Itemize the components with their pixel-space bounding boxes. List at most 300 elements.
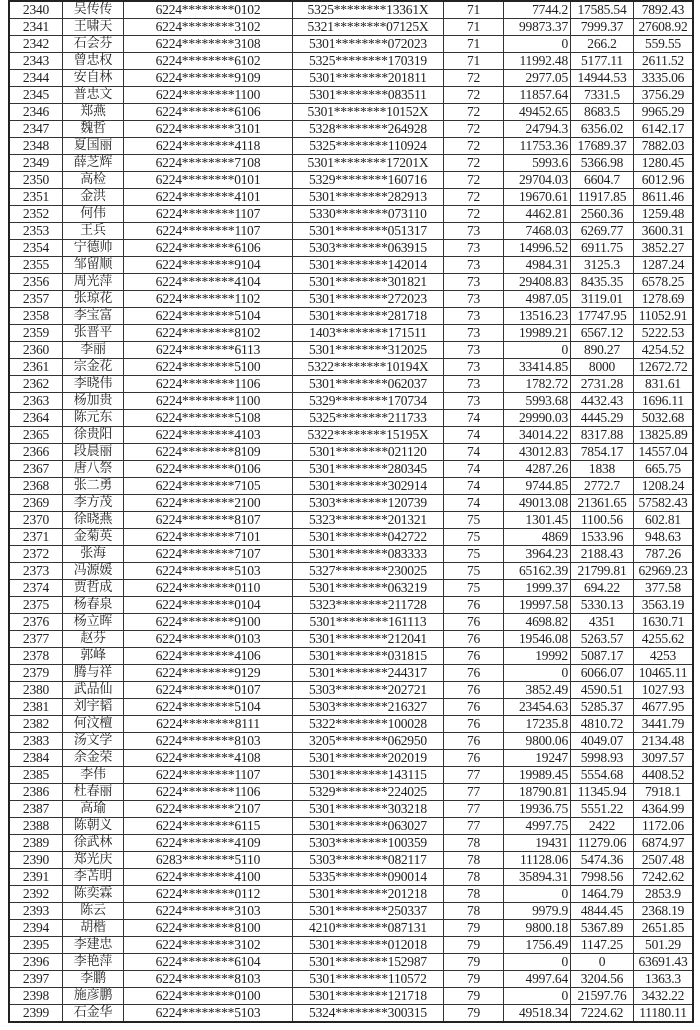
id-number-cell: 5301********083511 [293, 87, 444, 104]
bank-card-number-cell: 6224********4106 [124, 648, 293, 665]
row-number-cell: 2385 [9, 767, 63, 784]
amount-2-cell: 4844.45 [571, 903, 634, 920]
age-cell: 78 [444, 869, 504, 886]
amount-1-cell: 11128.06 [504, 852, 571, 869]
age-cell: 75 [444, 529, 504, 546]
age-cell: 76 [444, 648, 504, 665]
row-number-cell: 2387 [9, 801, 63, 818]
amount-1-cell: 4462.81 [504, 206, 571, 223]
amount-3-cell: 3335.06 [634, 70, 694, 87]
table-row [9, 70, 693, 87]
name-cell: 余金荣 [63, 750, 124, 767]
row-number-cell: 2349 [9, 155, 63, 172]
amount-1-cell: 0 [504, 36, 571, 53]
age-cell: 72 [444, 121, 504, 138]
row-number-cell: 2384 [9, 750, 63, 767]
bank-card-number-cell: 6224********7101 [124, 529, 293, 546]
row-number-cell: 2388 [9, 818, 63, 835]
amount-3-cell: 6142.17 [634, 121, 694, 138]
name-cell: 石金华 [63, 1005, 124, 1023]
row-number-cell: 2366 [9, 444, 63, 461]
amount-2-cell: 5263.57 [571, 631, 634, 648]
age-cell: 76 [444, 614, 504, 631]
table-row [9, 750, 693, 767]
bank-card-number-cell: 6224********0106 [124, 461, 293, 478]
bank-card-number-cell: 6224********5104 [124, 308, 293, 325]
table-row [9, 852, 693, 869]
amount-3-cell: 11180.11 [634, 1005, 694, 1023]
amount-3-cell: 3756.29 [634, 87, 694, 104]
id-number-cell: 5301********282913 [293, 189, 444, 206]
id-number-cell: 5323********201321 [293, 512, 444, 529]
amount-2-cell: 5366.98 [571, 155, 634, 172]
amount-3-cell: 377.58 [634, 580, 694, 597]
amount-2-cell: 5177.11 [571, 53, 634, 70]
bank-card-number-cell: 6224********0102 [124, 1, 293, 19]
table-row [9, 87, 693, 104]
bank-card-number-cell: 6224********6104 [124, 954, 293, 971]
amount-1-cell: 29408.83 [504, 274, 571, 291]
age-cell: 72 [444, 172, 504, 189]
amount-2-cell: 2731.28 [571, 376, 634, 393]
table-row [9, 801, 693, 818]
row-number-cell: 2370 [9, 512, 63, 529]
amount-1-cell: 13516.23 [504, 308, 571, 325]
age-cell: 74 [444, 427, 504, 444]
age-cell: 73 [444, 393, 504, 410]
amount-2-cell: 2560.36 [571, 206, 634, 223]
table-row [9, 580, 693, 597]
name-cell: 郭峰 [63, 648, 124, 665]
amount-2-cell: 5087.17 [571, 648, 634, 665]
amount-2-cell: 5330.13 [571, 597, 634, 614]
records-table-body [9, 1, 693, 1022]
name-cell: 李丽 [63, 342, 124, 359]
amount-1-cell: 9744.85 [504, 478, 571, 495]
amount-1-cell: 49452.65 [504, 104, 571, 121]
name-cell: 李艳萍 [63, 954, 124, 971]
amount-3-cell: 8611.46 [634, 189, 694, 206]
amount-1-cell: 0 [504, 665, 571, 682]
table-row [9, 920, 693, 937]
amount-1-cell: 17235.8 [504, 716, 571, 733]
amount-1-cell: 14996.52 [504, 240, 571, 257]
id-number-cell: 5301********202019 [293, 750, 444, 767]
bank-card-number-cell: 6224********5103 [124, 1005, 293, 1023]
amount-3-cell: 1208.24 [634, 478, 694, 495]
amount-3-cell: 3432.22 [634, 988, 694, 1005]
bank-card-number-cell: 6224********0100 [124, 988, 293, 1005]
id-number-cell: 5301********072023 [293, 36, 444, 53]
row-number-cell: 2343 [9, 53, 63, 70]
amount-3-cell: 3441.79 [634, 716, 694, 733]
row-number-cell: 2356 [9, 274, 63, 291]
row-number-cell: 2398 [9, 988, 63, 1005]
amount-2-cell: 4351 [571, 614, 634, 631]
table-row [9, 1, 693, 19]
id-number-cell: 5325********13361X [293, 1, 444, 19]
amount-2-cell: 17747.95 [571, 308, 634, 325]
id-number-cell: 5301********312025 [293, 342, 444, 359]
amount-2-cell: 5551.22 [571, 801, 634, 818]
amount-2-cell: 8317.88 [571, 427, 634, 444]
row-number-cell: 2379 [9, 665, 63, 682]
name-cell: 徐晓燕 [63, 512, 124, 529]
table-row [9, 716, 693, 733]
amount-1-cell: 3852.49 [504, 682, 571, 699]
name-cell: 宁德帅 [63, 240, 124, 257]
amount-1-cell: 19431 [504, 835, 571, 852]
row-number-cell: 2369 [9, 495, 63, 512]
bank-card-number-cell: 6224********1102 [124, 291, 293, 308]
table-row [9, 410, 693, 427]
age-cell: 73 [444, 291, 504, 308]
amount-2-cell: 0 [571, 954, 634, 971]
table-row [9, 784, 693, 801]
row-number-cell: 2393 [9, 903, 63, 920]
bank-card-number-cell: 6224********4109 [124, 835, 293, 852]
table-row [9, 291, 693, 308]
bank-card-number-cell: 6224********1106 [124, 784, 293, 801]
id-number-cell: 5301********281718 [293, 308, 444, 325]
age-cell: 74 [444, 461, 504, 478]
row-number-cell: 2345 [9, 87, 63, 104]
table-row [9, 835, 693, 852]
id-number-cell: 5321********07125X [293, 19, 444, 36]
age-cell: 72 [444, 155, 504, 172]
row-number-cell: 2381 [9, 699, 63, 716]
amount-3-cell: 1287.24 [634, 257, 694, 274]
amount-2-cell: 11917.85 [571, 189, 634, 206]
id-number-cell: 5323********211728 [293, 597, 444, 614]
amount-1-cell: 4997.75 [504, 818, 571, 835]
amount-1-cell: 2977.05 [504, 70, 571, 87]
bank-card-number-cell: 6224********3103 [124, 903, 293, 920]
amount-1-cell: 5993.6 [504, 155, 571, 172]
amount-3-cell: 7918.1 [634, 784, 694, 801]
name-cell: 徐武林 [63, 835, 124, 852]
table-row [9, 257, 693, 274]
amount-1-cell: 1301.45 [504, 512, 571, 529]
name-cell: 杜春丽 [63, 784, 124, 801]
amount-2-cell: 7224.62 [571, 1005, 634, 1023]
age-cell: 72 [444, 206, 504, 223]
amount-1-cell: 0 [504, 954, 571, 971]
table-row [9, 954, 693, 971]
age-cell: 76 [444, 665, 504, 682]
amount-3-cell: 4254.52 [634, 342, 694, 359]
age-cell: 73 [444, 359, 504, 376]
amount-1-cell: 5993.68 [504, 393, 571, 410]
amount-3-cell: 62969.23 [634, 563, 694, 580]
amount-3-cell: 2611.52 [634, 53, 694, 70]
bank-card-number-cell: 6224********8107 [124, 512, 293, 529]
amount-1-cell: 19936.75 [504, 801, 571, 818]
amount-3-cell: 1259.48 [634, 206, 694, 223]
bank-card-number-cell: 6224********1107 [124, 223, 293, 240]
amount-3-cell: 13825.89 [634, 427, 694, 444]
name-cell: 段晨丽 [63, 444, 124, 461]
amount-1-cell: 4984.31 [504, 257, 571, 274]
row-number-cell: 2395 [9, 937, 63, 954]
bank-card-number-cell: 6224********5104 [124, 699, 293, 716]
bank-card-number-cell: 6224********6115 [124, 818, 293, 835]
id-number-cell: 3205********062950 [293, 733, 444, 750]
amount-2-cell: 5474.36 [571, 852, 634, 869]
row-number-cell: 2362 [9, 376, 63, 393]
amount-2-cell: 17585.54 [571, 1, 634, 19]
amount-3-cell: 63691.43 [634, 954, 694, 971]
amount-1-cell: 4987.05 [504, 291, 571, 308]
amount-1-cell: 19997.58 [504, 597, 571, 614]
bank-card-number-cell: 6224********4101 [124, 189, 293, 206]
age-cell: 75 [444, 512, 504, 529]
name-cell: 陈朝义 [63, 818, 124, 835]
bank-card-number-cell: 6224********3102 [124, 937, 293, 954]
amount-3-cell: 1363.3 [634, 971, 694, 988]
age-cell: 79 [444, 937, 504, 954]
name-cell: 李鹏 [63, 971, 124, 988]
row-number-cell: 2341 [9, 19, 63, 36]
table-row [9, 325, 693, 342]
bank-card-number-cell: 6224********1106 [124, 376, 293, 393]
amount-1-cell: 4287.26 [504, 461, 571, 478]
bank-card-number-cell: 6224********1107 [124, 767, 293, 784]
amount-1-cell: 4997.64 [504, 971, 571, 988]
amount-3-cell: 2507.48 [634, 852, 694, 869]
amount-3-cell: 9965.29 [634, 104, 694, 121]
age-cell: 71 [444, 19, 504, 36]
amount-1-cell: 3964.23 [504, 546, 571, 563]
id-number-cell: 5328********264928 [293, 121, 444, 138]
amount-3-cell: 1172.06 [634, 818, 694, 835]
id-number-cell: 5329********170734 [293, 393, 444, 410]
amount-1-cell: 7744.2 [504, 1, 571, 19]
age-cell: 73 [444, 376, 504, 393]
table-row [9, 886, 693, 903]
id-number-cell: 5301********280345 [293, 461, 444, 478]
amount-3-cell: 1630.71 [634, 614, 694, 631]
table-row [9, 274, 693, 291]
table-row [9, 699, 693, 716]
row-number-cell: 2350 [9, 172, 63, 189]
bank-card-number-cell: 6224********0104 [124, 597, 293, 614]
id-number-cell: 5322********15195X [293, 427, 444, 444]
age-cell: 71 [444, 1, 504, 19]
bank-card-number-cell: 6283********5110 [124, 852, 293, 869]
age-cell: 75 [444, 563, 504, 580]
bank-card-number-cell: 6224********1107 [124, 206, 293, 223]
row-number-cell: 2361 [9, 359, 63, 376]
id-number-cell: 5301********063219 [293, 580, 444, 597]
amount-3-cell: 4253 [634, 648, 694, 665]
table-row [9, 155, 693, 172]
amount-2-cell: 7854.17 [571, 444, 634, 461]
age-cell: 75 [444, 580, 504, 597]
id-number-cell: 5329********160716 [293, 172, 444, 189]
row-number-cell: 2359 [9, 325, 63, 342]
table-row [9, 121, 693, 138]
amount-2-cell: 3119.01 [571, 291, 634, 308]
row-number-cell: 2382 [9, 716, 63, 733]
amount-2-cell: 5554.68 [571, 767, 634, 784]
amount-2-cell: 1100.56 [571, 512, 634, 529]
row-number-cell: 2358 [9, 308, 63, 325]
name-cell: 李方茂 [63, 495, 124, 512]
id-number-cell: 5301********303218 [293, 801, 444, 818]
amount-1-cell: 33414.85 [504, 359, 571, 376]
amount-1-cell: 29704.03 [504, 172, 571, 189]
row-number-cell: 2365 [9, 427, 63, 444]
id-number-cell: 5301********201218 [293, 886, 444, 903]
name-cell: 张琼花 [63, 291, 124, 308]
id-number-cell: 5329********224025 [293, 784, 444, 801]
amount-2-cell: 4810.72 [571, 716, 634, 733]
id-number-cell: 5301********301821 [293, 274, 444, 291]
bank-card-number-cell: 6224********9100 [124, 614, 293, 631]
bank-card-number-cell: 6224********4108 [124, 750, 293, 767]
table-row [9, 206, 693, 223]
amount-3-cell: 57582.43 [634, 495, 694, 512]
amount-2-cell: 6269.77 [571, 223, 634, 240]
row-number-cell: 2351 [9, 189, 63, 206]
age-cell: 76 [444, 631, 504, 648]
name-cell: 陈元东 [63, 410, 124, 427]
bank-card-number-cell: 6224********9109 [124, 70, 293, 87]
table-row [9, 614, 693, 631]
amount-3-cell: 3563.19 [634, 597, 694, 614]
table-row [9, 937, 693, 954]
bank-card-number-cell: 6224********8109 [124, 444, 293, 461]
name-cell: 李宝富 [63, 308, 124, 325]
row-number-cell: 2397 [9, 971, 63, 988]
age-cell: 71 [444, 53, 504, 70]
id-number-cell: 5301********012018 [293, 937, 444, 954]
amount-1-cell: 1756.49 [504, 937, 571, 954]
amount-2-cell: 890.27 [571, 342, 634, 359]
bank-card-number-cell: 6224********3101 [124, 121, 293, 138]
id-number-cell: 5301********272023 [293, 291, 444, 308]
amount-3-cell: 7882.03 [634, 138, 694, 155]
table-row [9, 563, 693, 580]
amount-1-cell: 19247 [504, 750, 571, 767]
age-cell: 79 [444, 1005, 504, 1023]
row-number-cell: 2383 [9, 733, 63, 750]
bank-card-number-cell: 6224********4103 [124, 427, 293, 444]
age-cell: 72 [444, 189, 504, 206]
table-row [9, 869, 693, 886]
id-number-cell: 5301********10152X [293, 104, 444, 121]
id-number-cell: 5327********230025 [293, 563, 444, 580]
name-cell: 张海 [63, 546, 124, 563]
amount-2-cell: 7331.5 [571, 87, 634, 104]
bank-card-number-cell: 6224********2100 [124, 495, 293, 512]
table-row [9, 682, 693, 699]
age-cell: 73 [444, 257, 504, 274]
amount-1-cell: 19989.21 [504, 325, 571, 342]
name-cell: 安自林 [63, 70, 124, 87]
name-cell: 李晓伟 [63, 376, 124, 393]
amount-1-cell: 0 [504, 988, 571, 1005]
amount-2-cell: 6911.75 [571, 240, 634, 257]
name-cell: 何汶檀 [63, 716, 124, 733]
amount-1-cell: 49518.34 [504, 1005, 571, 1023]
id-number-cell: 5301********031815 [293, 648, 444, 665]
id-number-cell: 5325********170319 [293, 53, 444, 70]
bank-card-number-cell: 6224********0112 [124, 886, 293, 903]
amount-3-cell: 1280.45 [634, 155, 694, 172]
amount-1-cell: 1782.72 [504, 376, 571, 393]
bank-card-number-cell: 6224********0101 [124, 172, 293, 189]
bank-card-number-cell: 6224********6113 [124, 342, 293, 359]
amount-2-cell: 7999.37 [571, 19, 634, 36]
amount-2-cell: 6356.02 [571, 121, 634, 138]
name-cell: 曾忠权 [63, 53, 124, 70]
table-row [9, 427, 693, 444]
table-row [9, 648, 693, 665]
bank-card-number-cell: 6224********6102 [124, 53, 293, 70]
name-cell: 石会芬 [63, 36, 124, 53]
amount-1-cell: 4869 [504, 529, 571, 546]
age-cell: 76 [444, 733, 504, 750]
amount-2-cell: 5285.37 [571, 699, 634, 716]
id-number-cell: 5301********212041 [293, 631, 444, 648]
row-number-cell: 2355 [9, 257, 63, 274]
amount-3-cell: 4364.99 [634, 801, 694, 818]
row-number-cell: 2391 [9, 869, 63, 886]
bank-card-number-cell: 6224********4100 [124, 869, 293, 886]
amount-2-cell: 21361.65 [571, 495, 634, 512]
table-row [9, 665, 693, 682]
amount-3-cell: 2853.9 [634, 886, 694, 903]
age-cell: 77 [444, 818, 504, 835]
table-row [9, 308, 693, 325]
id-number-cell: 5301********17201X [293, 155, 444, 172]
id-number-cell: 5301********143115 [293, 767, 444, 784]
amount-3-cell: 501.29 [634, 937, 694, 954]
amount-3-cell: 11052.91 [634, 308, 694, 325]
row-number-cell: 2354 [9, 240, 63, 257]
table-row [9, 172, 693, 189]
table-row [9, 818, 693, 835]
bank-card-number-cell: 6224********5100 [124, 359, 293, 376]
name-cell: 吴传传 [63, 1, 124, 19]
name-cell: 高检 [63, 172, 124, 189]
bank-card-number-cell: 6224********8100 [124, 920, 293, 937]
amount-2-cell: 14944.53 [571, 70, 634, 87]
amount-1-cell: 7468.03 [504, 223, 571, 240]
amount-3-cell: 1278.69 [634, 291, 694, 308]
row-number-cell: 2367 [9, 461, 63, 478]
amount-1-cell: 18790.81 [504, 784, 571, 801]
amount-3-cell: 3852.27 [634, 240, 694, 257]
row-number-cell: 2394 [9, 920, 63, 937]
age-cell: 73 [444, 342, 504, 359]
age-cell: 72 [444, 70, 504, 87]
id-number-cell: 5301********250337 [293, 903, 444, 920]
age-cell: 72 [444, 138, 504, 155]
name-cell: 普忠文 [63, 87, 124, 104]
amount-2-cell: 1533.96 [571, 529, 634, 546]
bank-card-number-cell: 6224********1100 [124, 87, 293, 104]
table-row [9, 444, 693, 461]
table-row [9, 988, 693, 1005]
amount-3-cell: 6012.96 [634, 172, 694, 189]
table-row [9, 359, 693, 376]
id-number-cell: 5301********062037 [293, 376, 444, 393]
amount-3-cell: 3097.57 [634, 750, 694, 767]
amount-3-cell: 1696.11 [634, 393, 694, 410]
